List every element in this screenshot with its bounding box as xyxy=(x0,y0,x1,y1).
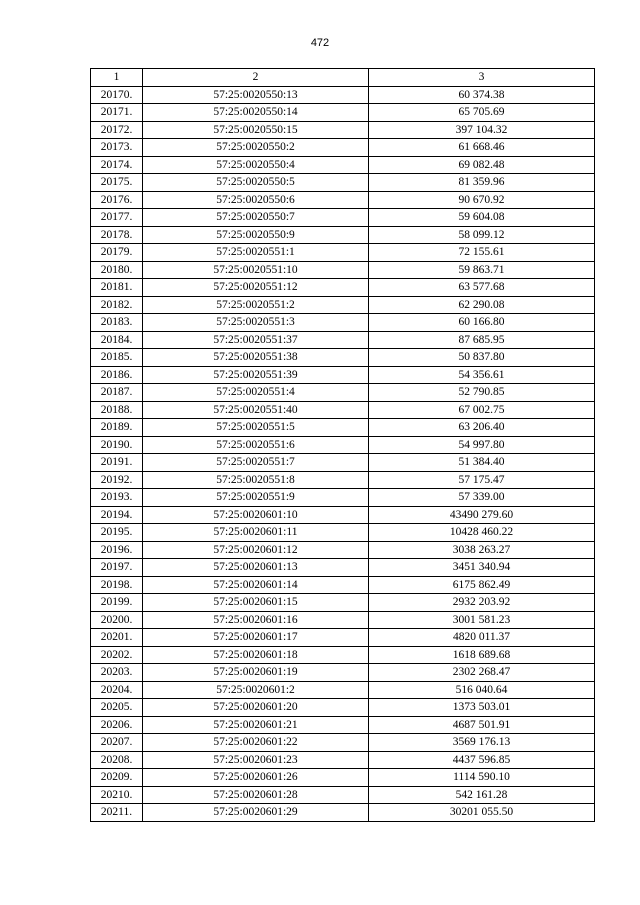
table-row xyxy=(91,646,595,664)
row-number-cell: 20204. xyxy=(91,681,143,699)
cadastral-number-cell: 57:25:0020550:2 xyxy=(143,139,369,157)
table-row xyxy=(91,401,595,419)
value-cell: 3038 263.27 xyxy=(369,541,595,559)
value-cell: 3569 176.13 xyxy=(369,734,595,752)
table-row xyxy=(91,384,595,402)
cadastral-number-cell: 57:25:0020601:23 xyxy=(143,751,369,769)
table-row xyxy=(91,279,595,297)
row-number-cell: 20191. xyxy=(91,454,143,472)
row-number-cell: 20179. xyxy=(91,244,143,262)
row-number-cell: 20196. xyxy=(91,541,143,559)
row-number-cell: 20198. xyxy=(91,576,143,594)
row-number-cell: 20195. xyxy=(91,524,143,542)
row-number-cell: 20175. xyxy=(91,174,143,192)
value-cell: 542 161.28 xyxy=(369,786,595,804)
value-cell: 2932 203.92 xyxy=(369,594,595,612)
cadastral-number-cell: 57:25:0020551:3 xyxy=(143,314,369,332)
table-row xyxy=(91,261,595,279)
row-number-cell: 20207. xyxy=(91,734,143,752)
row-number-cell: 20178. xyxy=(91,226,143,244)
row-number-cell: 20180. xyxy=(91,261,143,279)
row-number-cell: 20188. xyxy=(91,401,143,419)
value-cell: 58 099.12 xyxy=(369,226,595,244)
value-cell: 60 166.80 xyxy=(369,314,595,332)
cadastral-number-cell: 57:25:0020550:13 xyxy=(143,86,369,104)
cadastral-number-cell: 57:25:0020601:16 xyxy=(143,611,369,629)
cadastral-number-cell: 57:25:0020601:21 xyxy=(143,716,369,734)
column-header-3: 3 xyxy=(369,69,595,87)
table-row xyxy=(91,104,595,122)
table-row xyxy=(91,576,595,594)
row-number-cell: 20173. xyxy=(91,139,143,157)
table-row xyxy=(91,681,595,699)
value-cell: 69 082.48 xyxy=(369,156,595,174)
cadastral-number-cell: 57:25:0020551:7 xyxy=(143,454,369,472)
table-row xyxy=(91,331,595,349)
row-number-cell: 20192. xyxy=(91,471,143,489)
value-cell: 90 670.92 xyxy=(369,191,595,209)
row-number-cell: 20201. xyxy=(91,629,143,647)
table-row xyxy=(91,226,595,244)
table-row xyxy=(91,314,595,332)
row-number-cell: 20185. xyxy=(91,349,143,367)
cadastral-number-cell: 57:25:0020601:15 xyxy=(143,594,369,612)
table-row xyxy=(91,541,595,559)
cadastral-number-cell: 57:25:0020601:12 xyxy=(143,541,369,559)
cadastral-number-cell: 57:25:0020551:5 xyxy=(143,419,369,437)
row-number-cell: 20182. xyxy=(91,296,143,314)
table-row xyxy=(91,699,595,717)
row-number-cell: 20211. xyxy=(91,804,143,822)
row-number-cell: 20202. xyxy=(91,646,143,664)
row-number-cell: 20190. xyxy=(91,436,143,454)
table-row xyxy=(91,611,595,629)
row-number-cell: 20193. xyxy=(91,489,143,507)
table-row xyxy=(91,296,595,314)
cadastral-number-cell: 57:25:0020551:1 xyxy=(143,244,369,262)
value-cell: 54 356.61 xyxy=(369,366,595,384)
value-cell: 52 790.85 xyxy=(369,384,595,402)
value-cell: 54 997.80 xyxy=(369,436,595,454)
table-row xyxy=(91,769,595,787)
value-cell: 10428 460.22 xyxy=(369,524,595,542)
table-row xyxy=(91,664,595,682)
value-cell: 81 359.96 xyxy=(369,174,595,192)
table-row xyxy=(91,174,595,192)
cadastral-number-cell: 57:25:0020551:12 xyxy=(143,279,369,297)
value-cell: 4820 011.37 xyxy=(369,629,595,647)
value-cell: 57 339.00 xyxy=(369,489,595,507)
value-cell: 59 604.08 xyxy=(369,209,595,227)
cadastre-table xyxy=(90,68,595,822)
cadastral-number-cell: 57:25:0020550:9 xyxy=(143,226,369,244)
row-number-cell: 20176. xyxy=(91,191,143,209)
row-number-cell: 20206. xyxy=(91,716,143,734)
table-row xyxy=(91,629,595,647)
table-row xyxy=(91,506,595,524)
cadastral-number-cell: 57:25:0020551:4 xyxy=(143,384,369,402)
cadastral-number-cell: 57:25:0020601:10 xyxy=(143,506,369,524)
cadastral-number-cell: 57:25:0020550:7 xyxy=(143,209,369,227)
cadastral-number-cell: 57:25:0020550:14 xyxy=(143,104,369,122)
table-row xyxy=(91,471,595,489)
value-cell: 62 290.08 xyxy=(369,296,595,314)
cadastral-number-cell: 57:25:0020601:29 xyxy=(143,804,369,822)
value-cell: 4687 501.91 xyxy=(369,716,595,734)
value-cell: 65 705.69 xyxy=(369,104,595,122)
table-row xyxy=(91,734,595,752)
cadastral-number-cell: 57:25:0020550:15 xyxy=(143,121,369,139)
value-cell: 397 104.32 xyxy=(369,121,595,139)
value-cell: 30201 055.50 xyxy=(369,804,595,822)
row-number-cell: 20184. xyxy=(91,331,143,349)
row-number-cell: 20200. xyxy=(91,611,143,629)
value-cell: 4437 596.85 xyxy=(369,751,595,769)
row-number-cell: 20205. xyxy=(91,699,143,717)
row-number-cell: 20183. xyxy=(91,314,143,332)
cadastral-number-cell: 57:25:0020601:18 xyxy=(143,646,369,664)
table-row xyxy=(91,786,595,804)
cadastral-number-cell: 57:25:0020551:38 xyxy=(143,349,369,367)
row-number-cell: 20208. xyxy=(91,751,143,769)
value-cell: 61 668.46 xyxy=(369,139,595,157)
table-row xyxy=(91,436,595,454)
value-cell: 50 837.80 xyxy=(369,349,595,367)
table-row xyxy=(91,86,595,104)
cadastral-number-cell: 57:25:0020550:6 xyxy=(143,191,369,209)
value-cell: 63 577.68 xyxy=(369,279,595,297)
value-cell: 57 175.47 xyxy=(369,471,595,489)
cadastral-number-cell: 57:25:0020601:26 xyxy=(143,769,369,787)
table-row xyxy=(91,454,595,472)
cadastral-number-cell: 57:25:0020551:8 xyxy=(143,471,369,489)
cadastral-number-cell: 57:25:0020551:10 xyxy=(143,261,369,279)
cadastral-number-cell: 57:25:0020550:5 xyxy=(143,174,369,192)
value-cell: 63 206.40 xyxy=(369,419,595,437)
cadastral-number-cell: 57:25:0020551:39 xyxy=(143,366,369,384)
value-cell: 72 155.61 xyxy=(369,244,595,262)
table-row xyxy=(91,751,595,769)
table-row xyxy=(91,594,595,612)
value-cell: 51 384.40 xyxy=(369,454,595,472)
cadastral-number-cell: 57:25:0020601:2 xyxy=(143,681,369,699)
value-cell: 6175 862.49 xyxy=(369,576,595,594)
table-row xyxy=(91,156,595,174)
row-number-cell: 20186. xyxy=(91,366,143,384)
value-cell: 2302 268.47 xyxy=(369,664,595,682)
row-number-cell: 20197. xyxy=(91,559,143,577)
row-number-cell: 20172. xyxy=(91,121,143,139)
cadastral-number-cell: 57:25:0020601:11 xyxy=(143,524,369,542)
cadastral-number-cell: 57:25:0020601:28 xyxy=(143,786,369,804)
table-row xyxy=(91,716,595,734)
row-number-cell: 20189. xyxy=(91,419,143,437)
cadastral-number-cell: 57:25:0020601:13 xyxy=(143,559,369,577)
value-cell: 3001 581.23 xyxy=(369,611,595,629)
row-number-cell: 20203. xyxy=(91,664,143,682)
table-row xyxy=(91,209,595,227)
cadastral-number-cell: 57:25:0020601:17 xyxy=(143,629,369,647)
value-cell: 59 863.71 xyxy=(369,261,595,279)
row-number-cell: 20209. xyxy=(91,769,143,787)
row-number-cell: 20177. xyxy=(91,209,143,227)
value-cell: 43490 279.60 xyxy=(369,506,595,524)
row-number-cell: 20170. xyxy=(91,86,143,104)
cadastral-number-cell: 57:25:0020601:19 xyxy=(143,664,369,682)
table-row xyxy=(91,191,595,209)
value-cell: 1618 689.68 xyxy=(369,646,595,664)
table-row xyxy=(91,804,595,822)
value-cell: 60 374.38 xyxy=(369,86,595,104)
table-row xyxy=(91,489,595,507)
table-row xyxy=(91,524,595,542)
value-cell: 87 685.95 xyxy=(369,331,595,349)
row-number-cell: 20187. xyxy=(91,384,143,402)
cadastral-number-cell: 57:25:0020550:4 xyxy=(143,156,369,174)
row-number-cell: 20194. xyxy=(91,506,143,524)
value-cell: 516 040.64 xyxy=(369,681,595,699)
table-row xyxy=(91,419,595,437)
value-cell: 67 002.75 xyxy=(369,401,595,419)
table-row xyxy=(91,244,595,262)
column-header-1: 1 xyxy=(91,69,143,87)
row-number-cell: 20199. xyxy=(91,594,143,612)
cadastral-number-cell: 57:25:0020551:2 xyxy=(143,296,369,314)
table-body xyxy=(91,86,595,821)
table-row xyxy=(91,366,595,384)
table-row xyxy=(91,121,595,139)
header-row xyxy=(91,69,595,87)
cadastral-number-cell: 57:25:0020601:14 xyxy=(143,576,369,594)
cadastral-number-cell: 57:25:0020601:20 xyxy=(143,699,369,717)
value-cell: 1373 503.01 xyxy=(369,699,595,717)
cadastral-number-cell: 57:25:0020601:22 xyxy=(143,734,369,752)
cadastral-number-cell: 57:25:0020551:6 xyxy=(143,436,369,454)
cadastral-number-cell: 57:25:0020551:37 xyxy=(143,331,369,349)
row-number-cell: 20171. xyxy=(91,104,143,122)
row-number-cell: 20181. xyxy=(91,279,143,297)
row-number-cell: 20210. xyxy=(91,786,143,804)
row-number-cell: 20174. xyxy=(91,156,143,174)
table-row xyxy=(91,349,595,367)
column-header-2: 2 xyxy=(143,69,369,87)
cadastral-number-cell: 57:25:0020551:9 xyxy=(143,489,369,507)
table-row xyxy=(91,139,595,157)
page-number: 472 xyxy=(310,37,330,49)
value-cell: 3451 340.94 xyxy=(369,559,595,577)
value-cell: 1114 590.10 xyxy=(369,769,595,787)
cadastral-number-cell: 57:25:0020551:40 xyxy=(143,401,369,419)
table-row xyxy=(91,559,595,577)
